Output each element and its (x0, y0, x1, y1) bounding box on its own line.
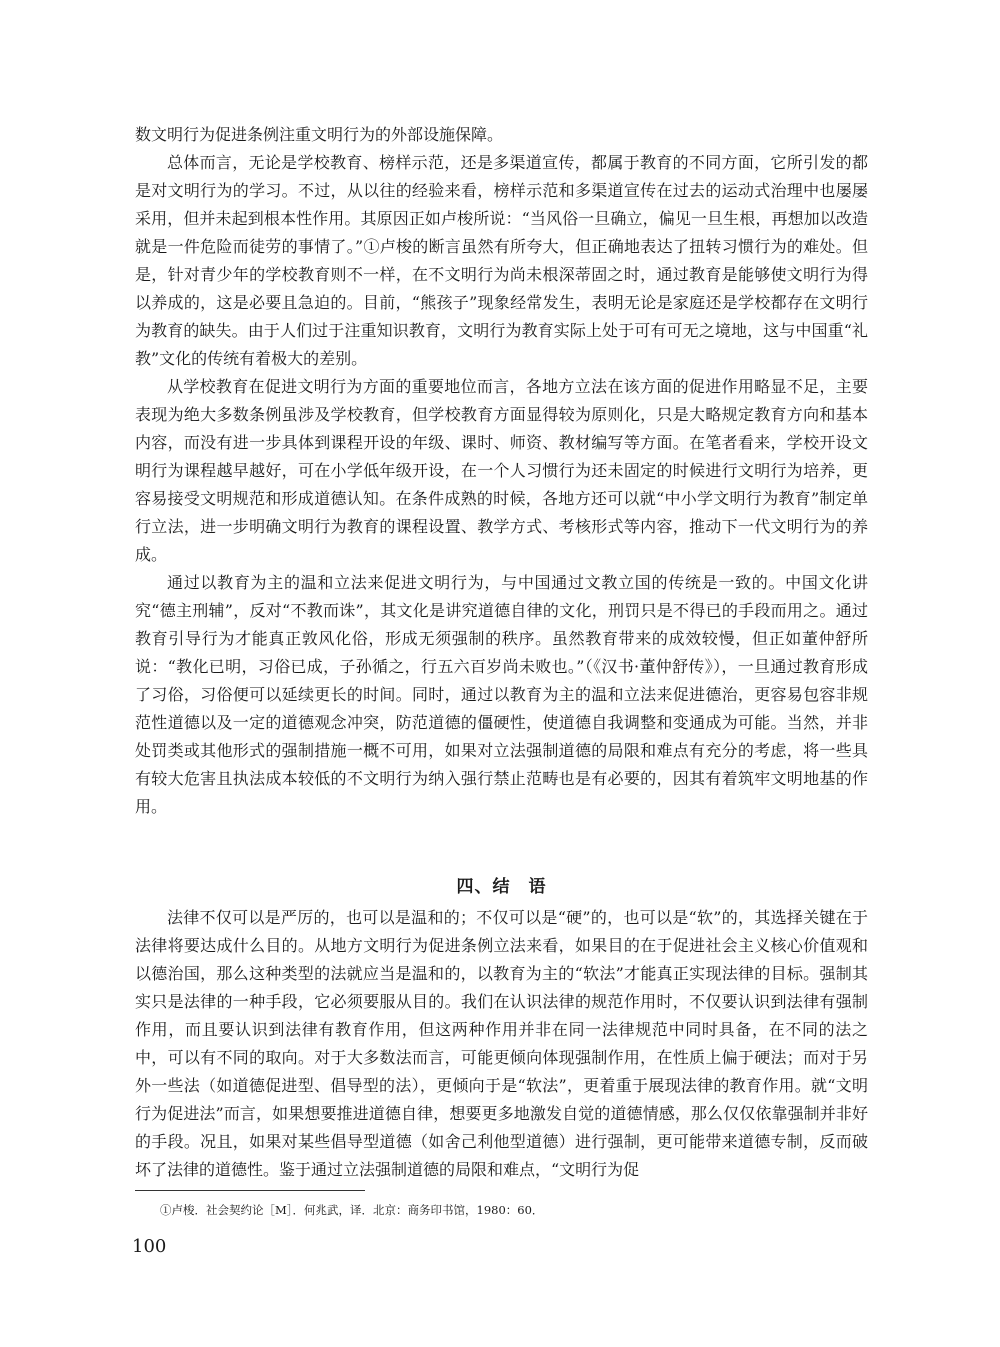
page-number: 100 (132, 1236, 167, 1257)
paragraph-school-education: 从学校教育在促进文明行为方面的重要地位而言，各地方立法在该方面的促进作用略显不足，主要表现为绝大多数条例虽涉及学校教育，但学校教育方面显得较为原则化，只是大略规定教育方向和基本内容，而没有进一步具体到课程开设的年级、课时、师资、教材编写等方面。在笔者看来，学校开设文明行为课程越早越好，可在小学低年级开设，在一个人习惯行为还未固定的时候进行文明行为培养，更容易接受文明规范和形成道德认知。在条件成熟的时候，各地方还可以就“中小学文明行为教育”制定单行立法，进一步明确文明行为教育的课程设置、教学方式、考核形式等内容，推动下一代文明行为的养成。 (135, 377, 868, 564)
body-text-conclusion (135, 904, 868, 1184)
section-heading-conclusion: 四、结 语 (456, 877, 547, 897)
body-text-top (135, 121, 868, 821)
footnote: ①卢梭．社会契约论［M］．何兆武，译．北京：商务印书馆，1980：60． (160, 1203, 544, 1217)
paragraph-moderate-legislation: 通过以教育为主的温和立法来促进文明行为，与中国通过文教立国的传统是一致的。中国文化讲究“德主刑辅”，反对“不教而诛”，其文化是讲究道德自律的文化，刑罚只是不得已的手段而用之。通过教育引导行为才能真正敦风化俗，形成无须强制的秩序。虽然教育带来的成效较慢，但正如董仲舒所说：“教化已明，习俗已成，子孙循之，行五六百岁尚未败也。”（《汉书·董仲舒传》），一旦通过教育形成了习俗，习俗便可以延续更长的时间。同时，通过以教育为主的温和立法来促进德治，更容易包容非规范性道德以及一定的道德观念冲突，防范道德的僵硬性，使道德自我调整和变通成为可能。当然，并非处罚类或其他形式的强制措施一概不可用，如果对立法强制道德的局限和难点有充分的考虑，将一些具有较大危害且执法成本较低的不文明行为纳入强行禁止范畴也是有必要的，因其有着筑牢文明地基的作用。 (135, 573, 868, 816)
paragraph-continuation: 数文明行为促进条例注重文明行为的外部设施保障。 (135, 125, 504, 144)
paragraph-conclusion: 法律不仅可以是严厉的，也可以是温和的；不仅可以是“硬”的，也可以是“软”的，其选择关键在于法律将要达成什么目的。从地方文明行为促进条例立法来看，如果目的在于促进社会主义核心价值观和以德治国，那么这种类型的法就应当是温和的，以教育为主的“软法”才能真正实现法律的目标。强制其实只是法律的一种手段，它必须要服从目的。我们在认识法律的规范作用时，不仅要认识到法律有强制作用，而且要认识到法律有教育作用，但这两种作用并非在同一法律规范中同时具备，在不同的法之中，可以有不同的取向。对于大多数法而言，可能更倾向体现强制作用，在性质上偏于硬法；而对于另外一些法（如道德促进型、倡导型的法），更倾向于是“软法”，更着重于展现法律的教育作用。就“文明行为促进法”而言，如果想要推进道德自律，想要更多地激发自觉的道德情感，那么仅仅依靠强制并非好的手段。况且，如果对某些倡导型道德（如舍己利他型道德）进行强制，更可能带来道德专制，反而破坏了法律的道德性。鉴于通过立法强制道德的局限和难点，“文明行为促 (135, 908, 868, 1179)
paragraph-education-overview: 总体而言，无论是学校教育、榜样示范，还是多渠道宣传，都属于教育的不同方面，它所引发的都是对文明行为的学习。不过，从以往的经验来看，榜样示范和多渠道宣传在过去的运动式治理中也屡屡采用，但并未起到根本性作用。其原因正如卢梭所说：“当风俗一旦确立，偏见一旦生根，再想加以改造就是一件危险而徒劳的事情了。”①卢梭的断言虽然有所夸大，但正确地表达了扭转习惯行为的难处。但是，针对青少年的学校教育则不一样，在不文明行为尚未根深蒂固之时，通过教育是能够使文明行为得以养成的，这是必要且急迫的。目前，“熊孩子”现象经常发生，表明无论是家庭还是学校都存在文明行为教育的缺失。由于人们过于注重知识教育，文明行为教育实际上处于可有可无之境地，这与中国重“礼教”文化的传统有着极大的差别。 (135, 153, 868, 368)
footnote-divider (135, 1190, 365, 1191)
